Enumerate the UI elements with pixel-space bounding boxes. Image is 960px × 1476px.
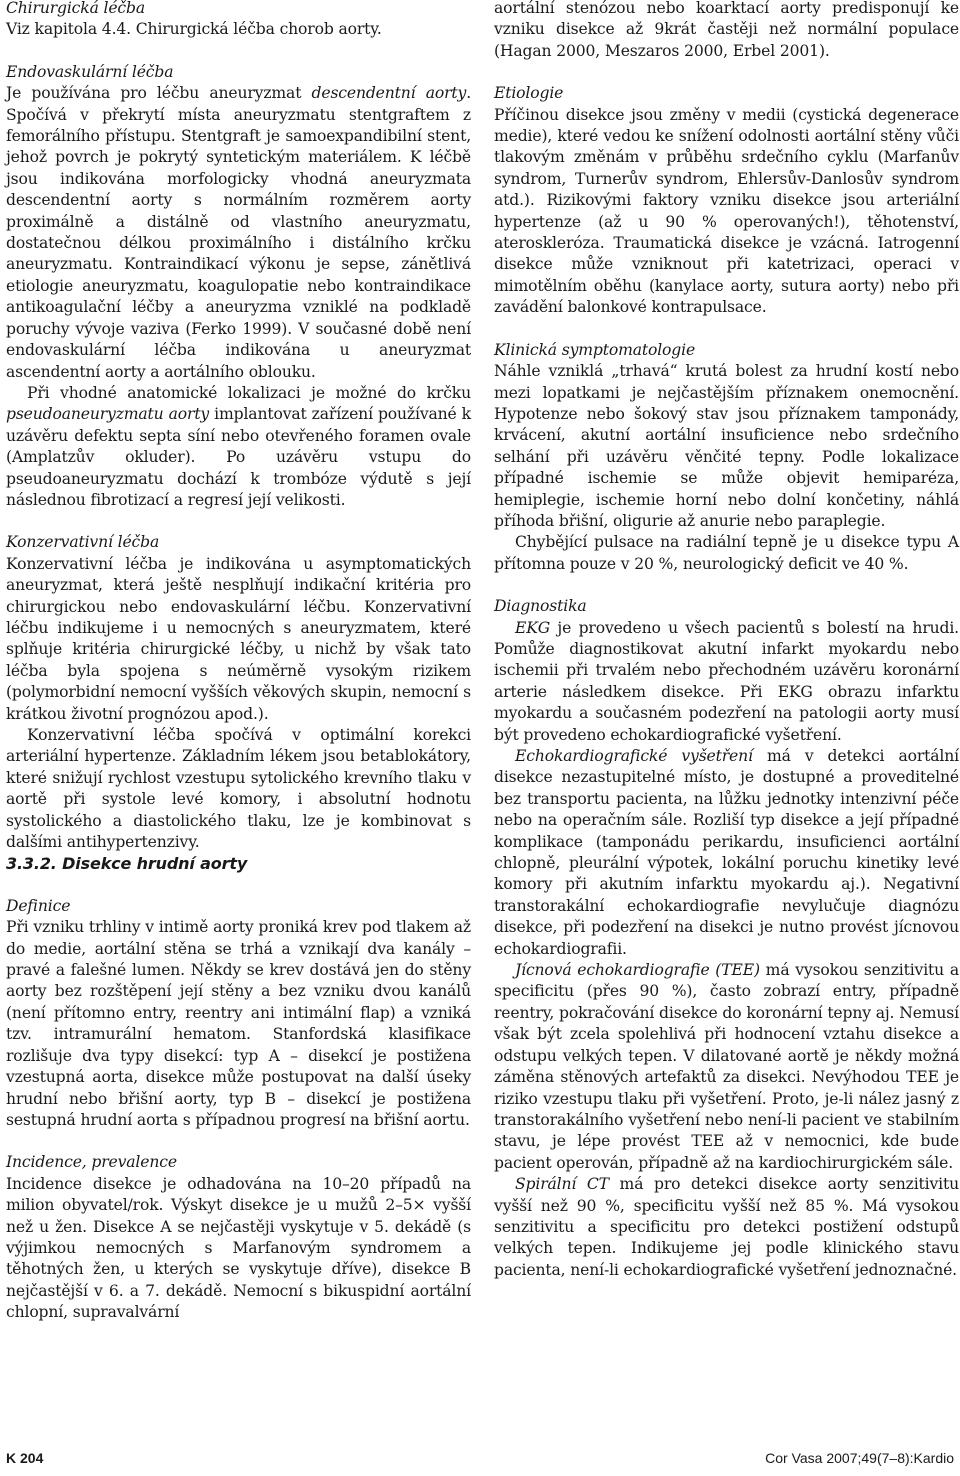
paragraph: Chybějící pulsace na radiální tepně je u disekce typu A přítomna pouze v 20 %, neurologický deficit ve 40 %.	[494, 533, 959, 573]
page-footer	[6, 1450, 954, 1470]
section-heading-incidence: Incidence, prevalence	[6, 1153, 177, 1172]
paragraph: Viz kapitola 4.4. Chirurgická léčba chorob aorty.	[6, 20, 382, 39]
paragraph: Echokardiografické vyšetření má v detekci aortální disekce nezastupitelné místo, je dostupné a proveditelné bez transportu pacienta, na lůžku jednotky intenzivní péče nebo na operačním sále. Rozliší typ disekce a její případné komplikace (tamponádu perikardu, insuficienci aortální chlopně, pleurální výpotek, lokální poruchu kinetiky levé komory při akutním infarktu myokardu aj.). Negativní transtorakální echokardiografie nevylučuje diagnózu disekce, při podezření na disekci je nutno provést jícnovou echokardiografii.	[494, 747, 959, 958]
paragraph: Konzervativní léčba spočívá v optimální korekci arteriální hypertenze. Základním lékem jsou betablokátory, které snižují rychlost vzestupu sytolického krevního tlaku v aortě při systole levé komory, i absolutní hodnotu systolického a diastolického tlaku, lze je kombinovat s dalšími antihypertenzivy.	[6, 726, 471, 852]
paragraph: aortální stenózou nebo koarktací aorty predisponují ke vzniku disekce až 9krát častěji než normální populace (Hagan 2000, Meszaros 2000, Erbel 2001).	[494, 0, 959, 60]
section-heading-definition: Definice	[6, 896, 71, 915]
paragraph: Při vhodné anatomické lokalizaci je možné do krčku pseudoaneuryzmatu aorty implantovat zařízení používané k uzávěru defektu septa síní nebo otevřeného foramen ovale (Amplatzův okluder). Po uzávěru vstupu do pseudoaneuryzmatu dochází k trombóze výdutě s její následnou fibrotizací a regresí její velikosti.	[6, 383, 471, 509]
paragraph: Incidence disekce je odhadována na 10–20 případů na milion obyvatel/rok. Výskyt disekce je u mužů 2–5× vyšší než u žen. Disekce A se nejčastěji vyskytuje v 5. dekádě (s výjimkou nemocných s Marfanovým syndromem a těhotných žen, u kterých se vyskytuje dříve), disekce B nejčastější v 6. a 7. dekádě. Nemocní s bikuspidní aortální chlopní, supravalvární	[6, 1174, 471, 1322]
left-column	[6, 0, 471, 1324]
section-heading-symptoms: Klinická symptomatologie	[494, 340, 696, 359]
paragraph: Jícnová echokardiografie (TEE) má vysokou senzitivitu a specificitu (přes 90 %), často zobrazí entry, případně reentry, pokračování disekce do koronární tepny aj. Nemusí však být zcela spolehlivá při hodnocení vztahu disekce a odstupu velkých tepen. V dilatované aortě je někdy možná záměna stěnových artefaktů za disekci. Nevýhodou TEE je riziko vzestupu tlaku při vyšetření. Proto, je-li nález jasný z transtorakálního vyšetření nebo není-li pacient ve stabilním stavu, je lépe provést TEE až v nemocnici, kde bude pacient operován, případně až na kardiochirurgickém sále.	[494, 961, 959, 1172]
section-heading-conservative: Konzervativní léčba	[6, 533, 160, 552]
section-heading-surgical: Chirurgická léčba	[6, 0, 145, 17]
paragraph: Náhle vzniklá „trhavá“ krutá bolest za hrudní kostí nebo mezi lopatkami je nejčastějším příznakem onemocnění. Hypotenze nebo šokový stav jsou příznakem tamponády, krvácení, akutní aortální insuficience nebo srdečního selhání při uzávěru věnčité tepny. Podle lokalizace případné ischemie se může objevit hemiparéza, hemiplegie, ischemie horní nebo dolní končetiny, náhlá příhoda břišní, oligurie až anurie nebo paraplegie.	[494, 362, 959, 530]
journal-citation: Cor Vasa 2007;49(7–8):Kardio	[765, 1450, 954, 1466]
section-heading-etiology: Etiologie	[494, 84, 564, 103]
chapter-heading: 3.3.2. Disekce hrudní aorty	[6, 854, 248, 874]
paragraph: Je používána pro léčbu aneuryzmat descendentní aorty. Spočívá v překrytí místa aneuryzmatu stentgraftem z femorálního přístupu. Stentgraft je samoexpandibilní stent, jehož povrch je pokrytý syntetickým materiálem. K léčbě jsou indikována morfologicky vhodná aneuryzmata descendentní aorty s normálním rozměrem aorty proximálně a distálně od vlastního aneuryzmatu, dostatečnou délkou proximálního i distálního krčku aneuryzmatu. Kontraindikací výkonu je sepse, zánětlivá etiologie aneuryzmatu, koagulopatie nebo kontraindikace antikoagulační léčby a aneuryzma vzniklé na podkladě poruchy vývoje vaziva (Ferko 1999). V současné době není endovaskulární léčba indikována u aneuryzmat ascendentní aorty a aortálního oblouku.	[6, 84, 471, 381]
section-heading-endovascular: Endovaskulární léčba	[6, 62, 174, 81]
paragraph: Při vzniku trhliny v intimě aorty proniká krev pod tlakem až do medie, aortální stěna se trhá a vznikají dva kanály – pravé a falešné lumen. Někdy se krev dostává jen do stěny aorty bez rozštěpení její stěny a bez vzniku dvou kanálů (není přítomno entry, reentry ani intimální flap) a vzniká tzv. intramurální hematom. Stanfordská klasifikace rozlišuje dva typy disekcí: typ A – disekcí je postižena vzestupná aorta, disekce může postupovat na další úseky hrudní nebo břišní aorty, typ B – disekcí je postižena sestupná hrudní aorta s případnou progresí na břišní aortu.	[6, 918, 471, 1129]
paragraph: EKG je provedeno u všech pacientů s bolestí na hrudi. Pomůže diagnostikovat akutní infarkt myokardu nebo ischemii při trvalém nebo přechodném uzávěru koronární arterie následkem disekce. Při EKG obrazu infarktu myokardu a současném podezření na patologii aorty musí být provedeno echokardiografické vyšetření.	[494, 618, 959, 744]
paragraph: Příčinou disekce jsou změny v medii (cystická degenerace medie), které vedou ke snížení odolnosti aortální stěny vůči tlakovým změnám v průběhu srdečního cyklu (Marfanův syndrom, Turnerův syndrom, Ehlersův-Danlosův syndrom atd.). Rizikovými faktory vzniku disekce jsou arteriální hypertenze (až u 90 % operovaných!), těhotenství, ateroskleróza. Traumatická disekce je vzácná. Iatrogenní disekce může vzniknout při katetrizaci, operaci v mimotělním oběhu (kanylace aorty, sutura aorty) nebo při zavádění balonkové kontrapulsace.	[494, 105, 959, 317]
paragraph: Konzervativní léčba je indikována u asymptomatických aneuryzmat, která ještě nesplňují indikační kritéria pro chirurgickou nebo endovaskulární léčbu. Konzervativní léčbu indikujeme i u nemocných s aneuryzmatem, které splňuje kritéria chirurgické léčby, u nichž by však tato léčba byla spojena s neúměrně vysokým rizikem (polymorbidní nemocní vyšších věkových skupin, nemocní s krátkou životní prognózou apod.).	[6, 554, 471, 723]
section-heading-diagnostics: Diagnostika	[494, 597, 587, 616]
right-column	[494, 0, 959, 1281]
paragraph: Spirální CT má pro detekci disekce aorty senzitivitu vyšší než 90 %, specificitu vyšší než 85 %. Má vysokou senzitivitu a specificitu pro detekci postižení odstupů velkých tepen. Indikujeme jej podle klinického stavu pacienta, není-li echokardiografické vyšetření jednoznačné.	[494, 1175, 959, 1279]
page-number: K 204	[6, 1450, 44, 1466]
